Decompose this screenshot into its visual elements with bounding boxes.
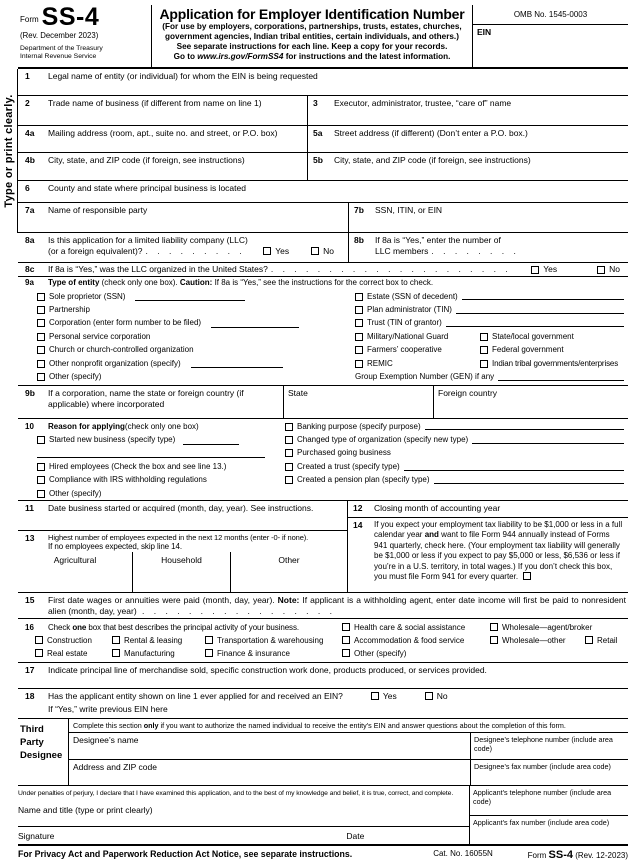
started-new-business-checkbox[interactable]: [37, 436, 45, 444]
llc-yes-checkbox[interactable]: [263, 247, 271, 255]
entry-line-gen[interactable]: [498, 380, 624, 381]
entity-type-left-column: Sole proprietor (SSN) Partnership Corporation (enter form number to be filed) Personal service corporation Church or church-controlled organization Other nonprofit organization (specify) Other (specify): [18, 290, 355, 384]
field-designee-address[interactable]: Address and ZIP code: [73, 762, 157, 772]
dot-leader: . . . . . . . . .: [145, 245, 243, 256]
privacy-act-notice: For Privacy Act and Paperwork Reduction Act Notice, see separate instructions.: [18, 849, 353, 859]
other-nonprofit-checkbox[interactable]: [37, 360, 45, 368]
type-or-print-strip: [2, 69, 18, 233]
compliance-withholding-checkbox[interactable]: [37, 476, 45, 484]
line-13-label: Highest number of employees expected in the next 12 months (enter -0- if none). If no employees expected, skip line 14.: [48, 533, 309, 552]
line-2-number: 2: [25, 98, 30, 108]
form-id-block: [18, 5, 152, 67]
entry-line-trust-type[interactable]: [404, 470, 624, 471]
line-9a-row: 9a Type of entity (check only one box). Caution: If 8a is “Yes,” see the instructions for the correct box to check. Sole proprietor (SSN) Partnership Corporation (enter form number to be filed) Personal service corporation Church or church-controlled organization Other nonprofit organization (specify) Other (specify) Estate (SSN of decedent) Plan administrator (TIN) Trust (TIN of grantor) Military/National Guard State/local government Farmers’ cooperative Federal government REMIC Indian tribal governments/enterprises Group Exemption Number (GEN) if any: [18, 277, 628, 386]
line-9b-row: [18, 386, 628, 419]
field-county-state[interactable]: County and state where principal business is located: [48, 183, 246, 193]
form-number: SS-4: [41, 3, 100, 31]
type-or-print-label: Type or print clearly.: [2, 94, 15, 208]
omb-number: OMB No. 1545-0003: [473, 5, 628, 25]
form-header: [18, 5, 628, 69]
form-subtitle-1: (For use by employers, corporations, partnerships, trusts, estates, churches, government agencies, Indian tribal entities, certain individuals, and others.): [162, 22, 462, 42]
form-subtitle-2: See separate instructions for each line. Keep a copy for your records.: [176, 42, 448, 52]
line-11-14-block: [18, 501, 628, 593]
field-designee-name[interactable]: Designee’s name: [73, 735, 139, 745]
form-subtitle-3: Go to www.irs.gov/FormSS4 for instructions and the latest information.: [173, 52, 451, 62]
line-18-number: 18: [25, 691, 35, 701]
field-ein[interactable]: EIN: [477, 27, 492, 37]
field-designee-phone[interactable]: Designee’s telephone number (include area code): [470, 733, 628, 759]
partnership-checkbox[interactable]: [37, 306, 45, 314]
other-reason-checkbox[interactable]: [37, 490, 45, 498]
field-name-and-title[interactable]: Name and title (type or print clearly): [18, 802, 469, 827]
remic-checkbox[interactable]: [355, 360, 363, 368]
field-applicant-fax[interactable]: Applicant’s fax number (include area code): [473, 818, 610, 827]
field-employees-agricultural[interactable]: Agricultural: [53, 555, 97, 566]
transportation-checkbox[interactable]: [205, 636, 213, 644]
line-9a-number: 9a: [25, 278, 34, 287]
line-6-number: 6: [25, 183, 30, 193]
line-8c-row: 8c If 8a is “Yes,” was the LLC organized in the United States? . . . . . . . . . . . . . . . . . . . . . Yes No: [18, 263, 628, 277]
field-mailing-address[interactable]: Mailing address (room, apt., suite no. and street, or P.O. box): [48, 128, 278, 138]
entity-type-right-column: Estate (SSN of decedent) Plan administrator (TIN) Trust (TIN of grantor) Military/National Guard State/local government Farmers’ cooperative Federal government REMIC Indian tribal governments/enterprises Group Exemption Number (GEN) if any: [355, 290, 628, 384]
field-responsible-party[interactable]: Name of responsible party: [48, 205, 148, 215]
agency-line-2: Internal Revenue Service: [20, 53, 97, 61]
state-local-govt-checkbox[interactable]: [480, 333, 488, 341]
entry-line-plan-admin-tin[interactable]: [456, 313, 624, 314]
line-5b-number: 5b: [313, 155, 323, 165]
dot-leader: . . . . . . . .: [431, 245, 517, 256]
real-estate-checkbox[interactable]: [35, 649, 43, 657]
accommodation-checkbox[interactable]: [342, 636, 350, 644]
field-llc-question: Is this application for a limited liability company (LLC) (or a foreign equivalent)? . . . . . . . . . Yes No: [48, 235, 334, 256]
entry-line-nonprofit-specify[interactable]: [191, 359, 283, 368]
line-17-row: [18, 663, 628, 689]
line-7b-number: 7b: [354, 205, 364, 215]
field-signature[interactable]: Signature: [18, 831, 55, 842]
entry-line-banking-purpose[interactable]: [425, 429, 624, 430]
created-trust-checkbox[interactable]: [285, 463, 293, 471]
line-8c-number: 8c: [25, 264, 35, 275]
trust-checkbox[interactable]: [355, 319, 363, 327]
entry-line-sole-proprietor-ssn[interactable]: [135, 292, 245, 301]
finance-insurance-checkbox[interactable]: [205, 649, 213, 657]
line-4a-5a-row: [18, 126, 628, 153]
field-employees-household[interactable]: Household: [132, 552, 230, 592]
field-city-state-zip-street[interactable]: City, state, and ZIP code (if foreign, see instructions): [334, 155, 531, 165]
line-9b-label: If a corporation, name the state or foreign country (if applicable) where incorporated: [48, 388, 244, 409]
banking-purpose-checkbox[interactable]: [285, 423, 293, 431]
hired-employees-checkbox[interactable]: [37, 463, 45, 471]
line-5a-number: 5a: [313, 128, 323, 138]
dot-leader: . . . . . . . . . . . . . . . . .: [142, 605, 333, 616]
line-9b-number: 9b: [25, 388, 35, 398]
prior-ein-yes-checkbox[interactable]: [371, 692, 379, 700]
line-1-number: 1: [25, 71, 30, 81]
field-date[interactable]: Date: [346, 831, 365, 842]
field-executor-name[interactable]: Executor, administrator, trustee, “care of” name: [334, 98, 512, 108]
manufacturing-checkbox[interactable]: [112, 649, 120, 657]
other-entity-checkbox[interactable]: [37, 373, 45, 381]
line-10-row: [18, 419, 628, 501]
line-1-row: [18, 69, 628, 96]
catalog-number: Cat. No. 16055N: [433, 849, 493, 858]
farmers-cooperative-checkbox[interactable]: [355, 346, 363, 354]
rental-leasing-checkbox[interactable]: [112, 636, 120, 644]
construction-checkbox[interactable]: [35, 636, 43, 644]
sole-proprietor-checkbox[interactable]: [37, 293, 45, 301]
changed-org-type-checkbox[interactable]: [285, 436, 293, 444]
line-3-number: 3: [313, 98, 318, 108]
line-2-3-row: [18, 96, 628, 126]
line-10-number: 10: [25, 421, 34, 431]
line-14-text: If you expect your employment tax liability to be $1,000 or less in a full calendar year and want to file Form 944 annually instead of Forms 941 quarterly, check here. (Your employment tax liability will generally be $1,000 or less if you expect to pay $5,000 or less, $6,536 or less if you’re in a U.S. territory, in total wages.) If you don’t check this box, you must file Form 941 for every quarter.: [374, 520, 623, 581]
field-date-business-started[interactable]: Date business started or acquired (month, day, year). See instructions.: [48, 503, 314, 513]
federal-govt-checkbox[interactable]: [480, 346, 488, 354]
field-llc-members[interactable]: If 8a is “Yes,” enter the number of LLC members . . . . . . . .: [375, 233, 628, 262]
entry-line-business-type-continued[interactable]: [37, 449, 265, 458]
entry-line-pension-type[interactable]: [434, 483, 624, 484]
field-principal-merchandise[interactable]: Indicate principal line of merchandise sold, specific construction work done, products produced, or services provided.: [48, 665, 487, 675]
line-16-row: 16 Check one box that best describes the principal activity of your business. Health care & social assistance Wholesale—agent/broker Construction Rental & leasing Transportation & warehousing Accommodation & food service Wholesale—other Retail Real estate Manufacturing Finance & insurance Other (specify): [18, 619, 628, 663]
entry-line-trust-tin[interactable]: [446, 326, 624, 327]
wholesale-agent-checkbox[interactable]: [490, 623, 498, 631]
entry-line-corporation-form[interactable]: [211, 319, 299, 328]
line-16-number: 16: [25, 622, 34, 632]
field-foreign-country[interactable]: Foreign country: [438, 388, 498, 398]
line-18-content: Has the applicant entity shown on line 1 ever applied for and received an EIN? Yes No If “Yes,” write previous EIN here: [48, 689, 628, 718]
form-944-checkbox[interactable]: [523, 572, 531, 580]
field-ssn-itin-ein[interactable]: SSN, ITIN, or EIN: [375, 205, 443, 215]
line-11-row: [18, 501, 347, 531]
line-18-row: [18, 689, 628, 719]
military-national-guard-checkbox[interactable]: [355, 333, 363, 341]
footer-form-number: Form SS-4 (Rev. 12-2023): [527, 849, 628, 861]
reason-left-column: 10 Reason for applying (check only one box) Started new business (specify type) Hired employees (Check the box and see line 13.) Compliance with IRS withholding regulations Other (specify): [18, 420, 285, 500]
signature-section: [18, 786, 628, 846]
estate-checkbox[interactable]: [355, 293, 363, 301]
line-12-row: [348, 501, 628, 518]
field-first-date-wages[interactable]: First date wages or annuities were paid (month, day, year). Note: If applicant is a withholding agent, enter date income will first be paid to nonresident alien (month, day, year) . . . . . . . . . . . . . . . . .: [48, 595, 626, 616]
line-12-14-column: [348, 501, 628, 592]
line-8a-8b-row: [18, 233, 628, 263]
field-designee-fax[interactable]: Designee’s fax number (include area code): [470, 760, 628, 785]
line-8b-number: 8b: [354, 235, 364, 245]
form-footer: [18, 846, 628, 863]
line-11-number: 11: [25, 503, 34, 513]
created-pension-plan-checkbox[interactable]: [285, 476, 293, 484]
purchased-business-checkbox[interactable]: [285, 449, 293, 457]
line-13-row: [18, 531, 347, 592]
entry-line-new-type[interactable]: [472, 443, 624, 444]
retail-checkbox[interactable]: [585, 636, 593, 644]
field-legal-name[interactable]: Legal name of entity (or individual) for whom the EIN is being requested: [48, 71, 318, 81]
third-party-note: Complete this section only if you want to authorize the named individual to receive the entity’s EIN and answer questions about the completion of this form.: [69, 719, 628, 733]
third-party-designee-label: Third Party Designee: [18, 719, 69, 785]
line-14-row: [348, 518, 628, 592]
perjury-statement: Under penalties of perjury, I declare that I have examined this application, and to the best of my knowledge and belief, it is true, correct, and complete.: [18, 790, 454, 797]
indian-tribal-checkbox[interactable]: [480, 360, 488, 368]
revision-date: (Rev. December 2023): [20, 31, 99, 41]
field-closing-month[interactable]: Closing month of accounting year: [374, 503, 501, 513]
church-org-checkbox[interactable]: [37, 346, 45, 354]
line-8a-number: 8a: [25, 235, 35, 245]
entry-line-estate-ssn[interactable]: [462, 299, 624, 300]
field-street-address[interactable]: Street address (if different) (Don’t enter a P.O. box.): [334, 128, 528, 138]
line-4a-number: 4a: [25, 128, 35, 138]
llc-no-checkbox[interactable]: [311, 247, 319, 255]
field-city-state-zip-mailing[interactable]: City, state, and ZIP code (if foreign, see instructions): [48, 155, 245, 165]
line-4b-5b-row: [18, 153, 628, 181]
dot-leader: . . . . . . . . . . . . . . . . . . . . .: [270, 264, 509, 275]
field-previous-ein[interactable]: If “Yes,” write previous EIN here: [48, 703, 168, 714]
plan-administrator-checkbox[interactable]: [355, 306, 363, 314]
line-12-number: 12: [353, 503, 363, 513]
prior-ein-no-checkbox[interactable]: [425, 692, 433, 700]
agency-line-1: Department of the Treasury: [20, 44, 103, 52]
omb-ein-block: [472, 5, 628, 67]
health-care-checkbox[interactable]: [342, 623, 350, 631]
entry-line-business-type[interactable]: [183, 436, 239, 445]
reason-right-column: Banking purpose (specify purpose) Changed type of organization (specify new type) Purchased going business Created a trust (specify type) Created a pension plan (specify type): [285, 420, 628, 500]
line-4b-number: 4b: [25, 155, 35, 165]
llc-us-yes-checkbox[interactable]: [531, 266, 539, 274]
gen-label: Group Exemption Number (GEN) if any: [355, 372, 495, 382]
personal-service-corp-checkbox[interactable]: [37, 333, 45, 341]
llc-us-no-checkbox[interactable]: [597, 266, 605, 274]
field-state-incorporated[interactable]: State: [288, 388, 308, 398]
form-word: Form: [20, 15, 39, 25]
line-11-13-column: [18, 501, 348, 592]
line-7a-7b-row: [18, 203, 628, 233]
line-15-row: [18, 593, 628, 619]
form-title: Application for Employer Identification Number: [159, 6, 465, 22]
line-15-number: 15: [25, 595, 35, 605]
corporation-checkbox[interactable]: [37, 319, 45, 327]
irs-url: www.irs.gov/FormSS4: [197, 52, 284, 62]
line-7a-number: 7a: [25, 205, 35, 215]
third-party-designee-section: [18, 719, 628, 786]
wholesale-other-checkbox[interactable]: [490, 636, 498, 644]
title-block: [152, 5, 472, 67]
field-applicant-phone[interactable]: Applicant’s telephone number (include area code): [470, 786, 628, 816]
line-14-number: 14: [353, 520, 363, 530]
other-activity-checkbox[interactable]: [342, 649, 350, 657]
line-13-number: 13: [25, 533, 35, 543]
field-employees-other[interactable]: Other: [230, 552, 347, 592]
line-6-row: [18, 181, 628, 203]
line-17-number: 17: [25, 665, 35, 675]
field-trade-name[interactable]: Trade name of business (if different from name on line 1): [48, 98, 262, 108]
